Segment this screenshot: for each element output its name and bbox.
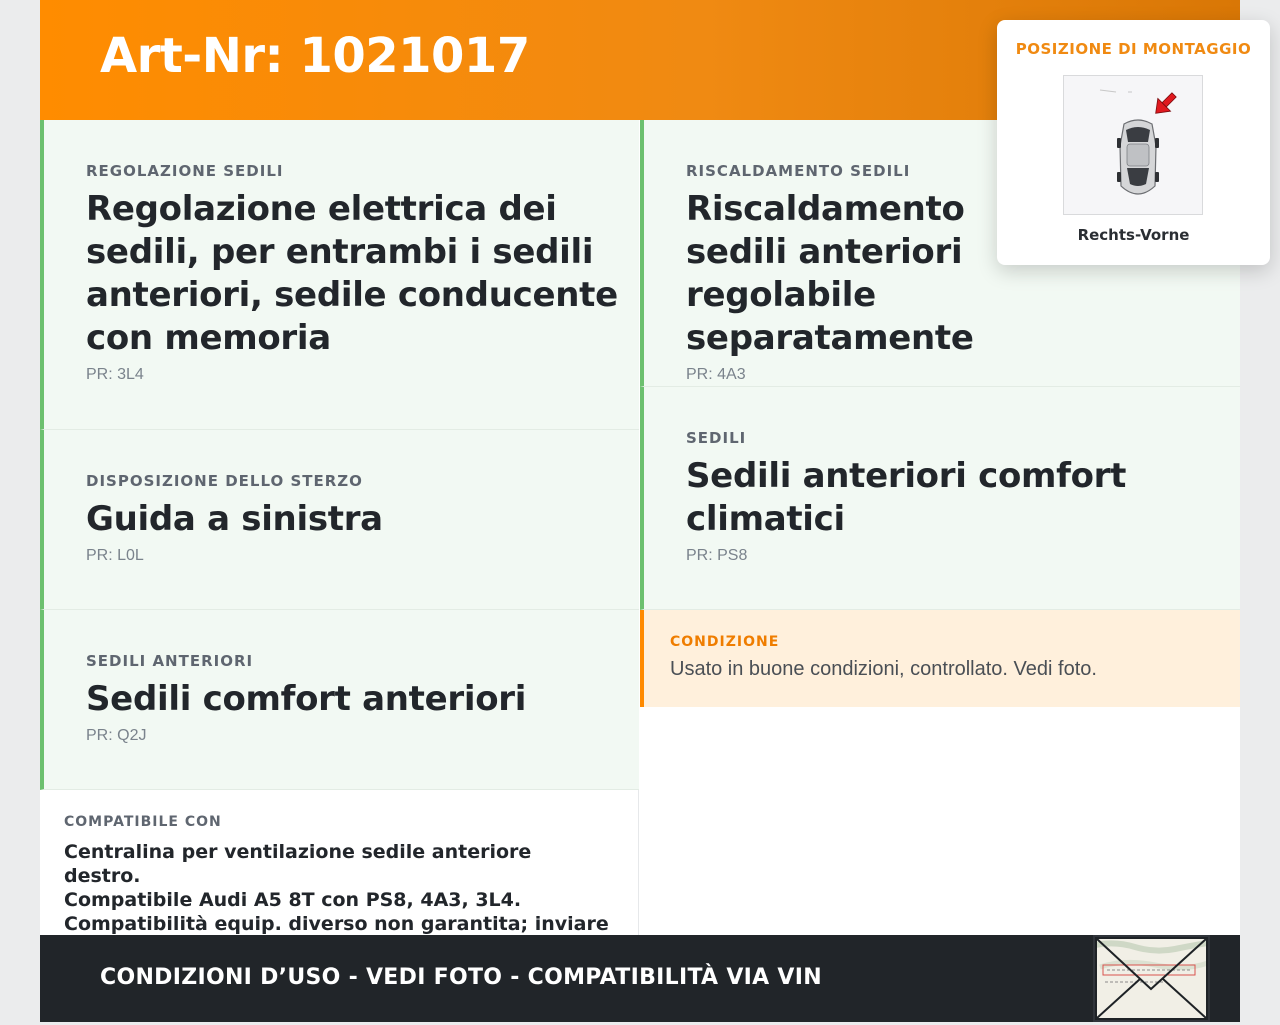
card-pr-code: PR: 4A3 — [686, 366, 746, 383]
card-front-seats — [40, 610, 639, 790]
card-pr-code: PR: L0L — [86, 547, 144, 564]
card-pr-code: PR: PS8 — [686, 547, 748, 564]
red-arrow-icon — [1149, 89, 1180, 120]
card-category: SEDILI — [686, 429, 747, 447]
popup-title: POSIZIONE DI MONTAGGIO — [1015, 40, 1252, 58]
envelope-icon — [1095, 937, 1208, 1020]
condition-label: CONDIZIONE — [670, 634, 780, 650]
card-category: SEDILI ANTERIORI — [86, 652, 254, 670]
card-category: REGOLAZIONE SEDILI — [86, 162, 284, 180]
card-category: DISPOSIZIONE DELLO STERZO — [86, 472, 363, 490]
mounting-position-caption: Rechts-Vorne — [1077, 226, 1190, 244]
page — [40, 0, 1252, 1022]
card-seats — [640, 387, 1240, 610]
card-pr-code: PR: 3L4 — [86, 366, 144, 383]
condition-box — [640, 610, 1240, 707]
card-title: Riscaldamento sedili anteriori regolabile separatamente — [686, 189, 974, 358]
document-stamp-thumbnail — [1093, 935, 1210, 1022]
compatibility-line: Centralina per ventilazione sedile anteriore destro. — [64, 841, 532, 887]
card-title: Sedili anteriori comfort climatici — [686, 456, 1127, 539]
compatibility-line: Compatibile Audi A5 8T con PS8, 4A3, 3L4. — [64, 889, 522, 911]
article-number-title: Art-Nr: 1021017 — [100, 28, 530, 84]
card-category: RISCALDAMENTO SEDILI — [686, 162, 911, 180]
card-seat-adjustment — [40, 120, 639, 430]
card-steering — [40, 430, 639, 610]
card-title: Regolazione elettrica dei sedili, per entrambi i sedili anteriori, sedile conducente con memoria — [86, 189, 618, 358]
compatibility-line: Compatibilità equip. diverso non garantita; inviare — [64, 913, 609, 935]
card-pr-code: PR: Q2J — [86, 727, 147, 744]
condition-text: Usato in buone condizioni, controllato. Vedi foto. — [670, 658, 1097, 680]
mounting-position-popup — [997, 20, 1270, 265]
footer-text: CONDIZIONI D’USO - VEDI FOTO - COMPATIBILITÀ VIA VIN — [100, 965, 822, 990]
car-top-view-icon — [1064, 76, 1202, 214]
card-title: Sedili comfort anteriori — [86, 679, 527, 719]
compatibility-section — [40, 790, 639, 935]
footer — [40, 935, 1240, 1022]
mounting-position-image — [1063, 75, 1203, 215]
card-title: Guida a sinistra — [86, 499, 383, 539]
compatibility-label: COMPATIBILE CON — [64, 814, 222, 830]
